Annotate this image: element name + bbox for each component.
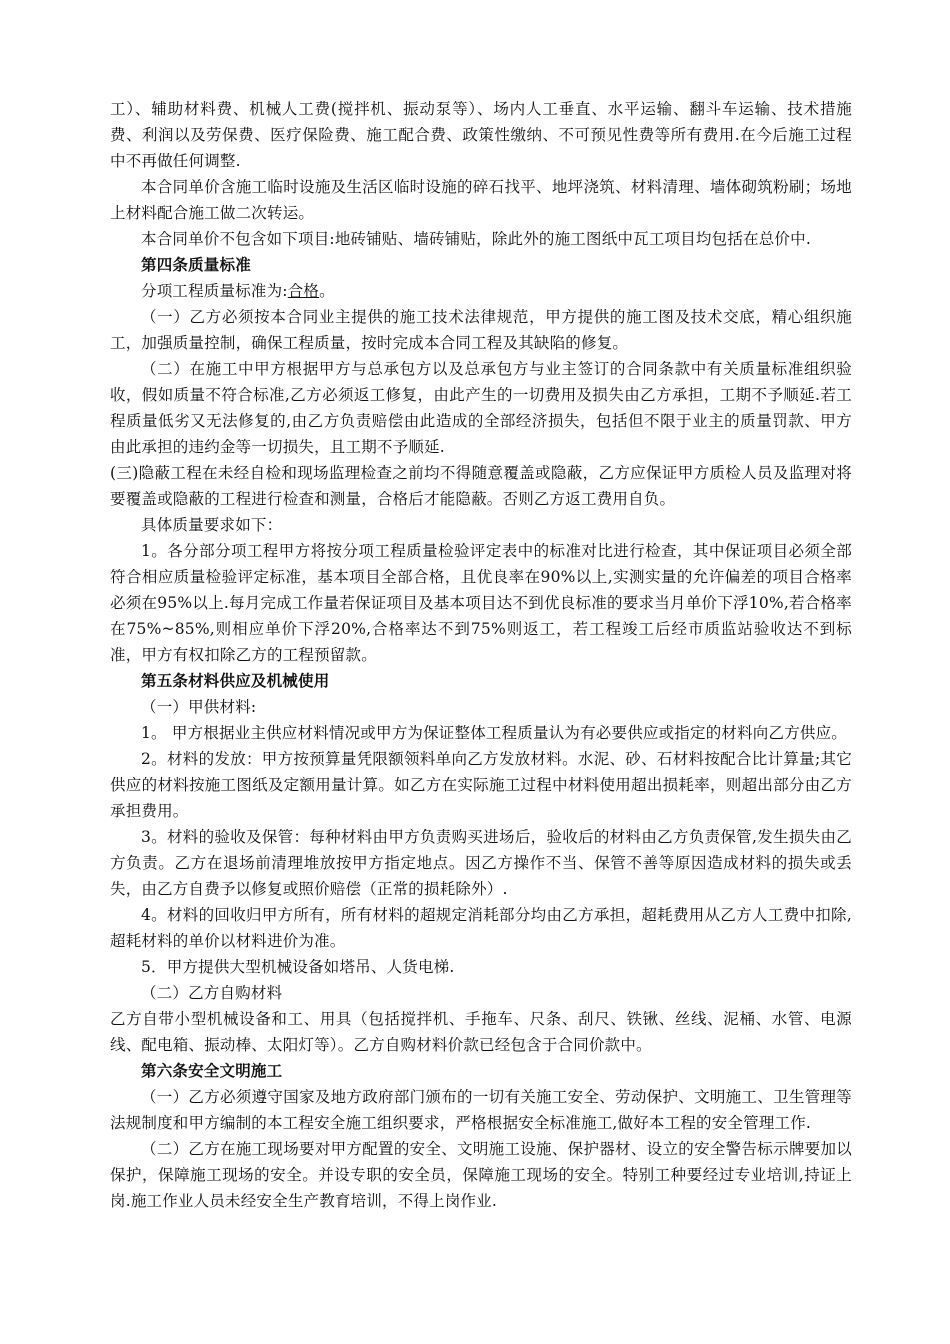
contract-body — [110, 96, 852, 1214]
paragraph-materials-item-4: 4。材料的回收归甲方所有，所有材料的超规定消耗部分均由乙方承担，超耗费用从乙方人工费中扣除,超耗材料的单价以材料进价为准。 — [110, 906, 852, 950]
paragraph-quality-item-1: （一）乙方必须按本合同业主提供的施工技术法律规范，甲方提供的施工图及技术交底，精心组织施工，加强质量控制，确保工程质量，按时完成本合同工程及其缺陷的修复。 — [110, 308, 852, 352]
heading-article-5-materials: 第五条材料供应及机械使用 — [141, 671, 330, 690]
paragraph-fees-continued: 工）、辅助材料费、机械人工费(搅拌机、振动泵等）、场内人工垂直、水平运输、翻斗车运输、技术措施费、利润以及劳保费、医疗保险费、施工配合费、政策性缴纳、不可预见性费等所有费用.在今后施工过程中不再做任何调整. — [110, 100, 852, 170]
paragraph-materials-item-3: 3。材料的验收及保管：每种材料由甲方负责购买进场后，验收后的材料由乙方负责保管,发生损失由乙方负责。乙方在退场前清理堆放按甲方指定地点。因乙方操作不当、保管不善等原因造成材料的损失或丢失，由乙方自费予以修复或照价赔偿（正常的损耗除外）. — [110, 828, 852, 898]
paragraph-owner-supplied-materials: （一）甲供材料: — [141, 698, 257, 716]
heading-article-4-quality: 第四条质量标准 — [141, 255, 251, 274]
heading-article-6-safety: 第六条安全文明施工 — [141, 1061, 283, 1080]
quality-standard-label: 分项工程质量标准为: — [141, 282, 288, 300]
paragraph-unit-price-includes: 本合同单价含施工临时设施及生活区临时设施的碎石找平、地坪浇筑、材料清理、墙体砌筑粉刷；场地上材料配合施工做二次转运。 — [110, 178, 852, 222]
paragraph-safety-item-2: （二）乙方在施工现场要对甲方配置的安全、文明施工设施、保护器材、设立的安全警告标示牌要加以保护，保障施工现场的安全。并设专职的安全员，保障施工现场的安全。特别工种要经过专业培训,持证上岗.施工作业人员未经安全生产教育培训，不得上岗作业. — [110, 1140, 852, 1210]
paragraph-contractor-purchased-materials: （二）乙方自购材料 — [141, 984, 283, 1002]
paragraph-quality-requirement-1: 1。各分部分项工程甲方将按分项工程质量检验评定表中的标准对比进行检查，其中保证项目必须全部符合相应质量检验评定标准，基本项目全部合格，且优良率在90%以上,实测实量的允许偏差的项目合格率必须在95%以上.每月完成工作量若保证项目及基本项目达不到优良标准的要求当月单价下浮10%,若合格率在75%~85%,则相应单价下浮20%,合格率达不到75%则返工，若工程竣工后经市质监站验收达不到标准，甲方有权扣除乙方的工程预留款。 — [110, 542, 852, 664]
paragraph-quality-standard — [110, 278, 852, 304]
quality-standard-end: 。 — [319, 282, 335, 300]
paragraph-unit-price-excludes: 本合同单价不包含如下项目:地砖铺贴、墙砖铺贴，除此外的施工图纸中瓦工项目均包括在总价中. — [141, 230, 811, 248]
paragraph-quality-requirements-intro: 具体质量要求如下： — [141, 516, 283, 534]
paragraph-materials-item-5: 5．甲方提供大型机械设备如塔吊、人货电梯. — [141, 958, 455, 976]
paragraph-contractor-tools: 乙方自带小型机械设备和工、用具（包括搅拌机、手拖车、尺条、刮尺、铁锹、丝线、泥桶、水管、电源线、配电箱、振动棒、太阳灯等）。乙方自购材料价款已经包含于合同价款中。 — [110, 1010, 852, 1054]
paragraph-quality-item-2: （二）在施工中甲方根据甲方与总承包方以及总承包方与业主签订的合同条款中有关质量标准组织验收，假如质量不符合标准,乙方必须返工修复，由此产生的一切费用及损失由乙方承担，工期不予顺延.若工程质量低劣又无法修复的,由乙方负责赔偿由此造成的全部经济损失，包括但不限于业主的质量罚款、甲方由此承担的违约金等一切损失，且工期不予顺延. — [110, 360, 852, 456]
quality-standard-value: 合格 — [287, 282, 320, 300]
paragraph-materials-item-1: 1。 甲方根据业主供应材料情况或甲方为保证整体工程质量认为有必要供应或指定的材料向乙方供应。 — [141, 724, 847, 742]
paragraph-materials-item-2: 2。材料的发放：甲方按预算量凭限额领料单向乙方发放材料。水泥、砂、石材料按配合比计算量;其它供应的材料按施工图纸及定额用量计算。如乙方在实际施工过程中材料使用超出损耗率，则超出部分由乙方承担费用。 — [110, 750, 852, 820]
paragraph-safety-item-1: （一）乙方必须遵守国家及地方政府部门颁布的一切有关施工安全、劳动保护、文明施工、卫生管理等法规制度和甲方编制的本工程安全施工组织要求，严格根据安全标准施工,做好本工程的安全管理工作. — [110, 1088, 852, 1132]
paragraph-quality-item-3: (三)隐蔽工程在未经自检和现场监理检查之前均不得随意覆盖或隐蔽，乙方应保证甲方质检人员及监理对将要覆盖或隐蔽的工程进行检查和测量，合格后才能隐蔽。否则乙方返工费用自负。 — [110, 464, 852, 508]
